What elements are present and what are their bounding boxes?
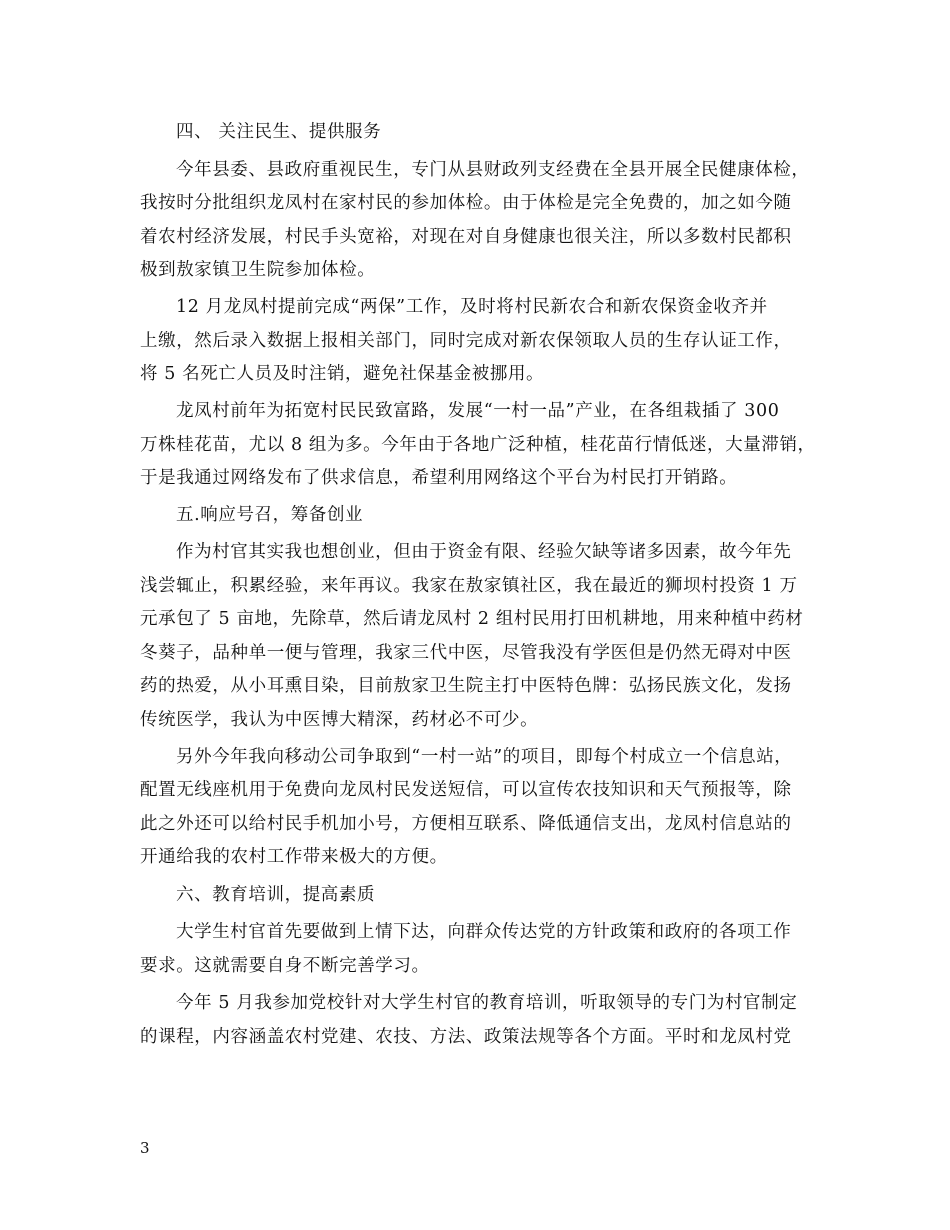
paragraph-line: 大学生村官首先要做到上情下达，向群众传达党的方针政策和政府的各项工作 [176,922,792,942]
paragraph-line: 开通给我的农村工作带来极大的方便。 [140,847,448,867]
paragraph-line: 元承包了 5 亩地，先除草，然后请龙凤村 2 组村民用打田机耕地，用来种植中药材 [140,609,804,629]
paragraph-line: 传统医学，我认为中医博大精深，药材必不可少。 [140,710,539,730]
paragraph-line: 配置无线座机用于免费向龙凤村民发送短信，可以宣传农技知识和天气预报等，除 [140,780,792,800]
paragraph-line: 作为村官其实我也想创业，但由于资金有限、经验欠缺等诸多因素，故今年先 [176,542,792,562]
paragraph-line: 将 5 名死亡人员及时注销，避免社保基金被挪用。 [140,364,545,384]
paragraph-line: 此之外还可以给村民手机加小号，方便相互联系、降低通信支出，龙凤村信息站的 [140,814,792,834]
paragraph-line: 的课程，内容涵盖农村党建、农技、方法、政策法规等各个方面。平时和龙凤村党 [140,1027,792,1047]
paragraph-line: 万株桂花苗，尤以 8 组为多。今年由于各地广泛种植，桂花苗行情低迷，大量滞销， [140,435,816,455]
page-number: 3 [140,1139,150,1157]
section-heading-5: 五.响应号召，筹备创业 [176,505,364,525]
paragraph-line: 于是我通过网络发布了供求信息，希望利用网络这个平台为村民打开销路。 [140,468,738,488]
paragraph-line: 另外今年我向移动公司争取到“一村一站”的项目，即每个村成立一个信息站， [176,747,793,767]
paragraph-line: 上缴，然后录入数据上报相关部门，同时完成对新农保领取人员的生存认证工作， [140,331,792,351]
paragraph-line: 要求。这就需要自身不断完善学习。 [140,956,430,976]
paragraph-line: 极到敖家镇卫生院参加体检。 [140,260,376,280]
paragraph-line: 12 月龙凤村提前完成“两保”工作，及时将村民新农合和新农保资金收齐并 [176,297,768,317]
section-heading-6: 六、教育培训，提高素质 [176,885,376,905]
paragraph-line: 着农村经济发展，村民手头宽裕，对现在对自身健康也很关注，所以多数村民都积 [140,227,792,247]
paragraph-line: 浅尝辄止，积累经验，来年再议。我家在敖家镇社区，我在最近的狮坝村投资 1 万 [140,576,798,596]
paragraph-line: 药的热爱，从小耳熏目染，目前敖家卫生院主打中医特色牌：弘扬民族文化，发扬 [140,676,792,696]
paragraph-line: 今年县委、县政府重视民生，专门从县财政列支经费在全县开展全民健康体检， [176,160,810,180]
section-heading-4: 四、 关注民生、提供服务 [176,122,382,142]
paragraph-line: 冬葵子，品种单一便与管理，我家三代中医，尽管我没有学医但是仍然无碍对中医 [140,643,792,663]
paragraph-line: 我按时分批组织龙凤村在家村民的参加体检。由于体检是完全免费的，加之如今随 [140,193,792,213]
paragraph-line: 今年 5 月我参加党校针对大学生村官的教育培训，听取领导的专门为村官制定 [176,993,798,1013]
paragraph-line: 龙凤村前年为拓宽村民民致富路，发展“一村一品”产业，在各组栽插了 300 [176,401,780,421]
